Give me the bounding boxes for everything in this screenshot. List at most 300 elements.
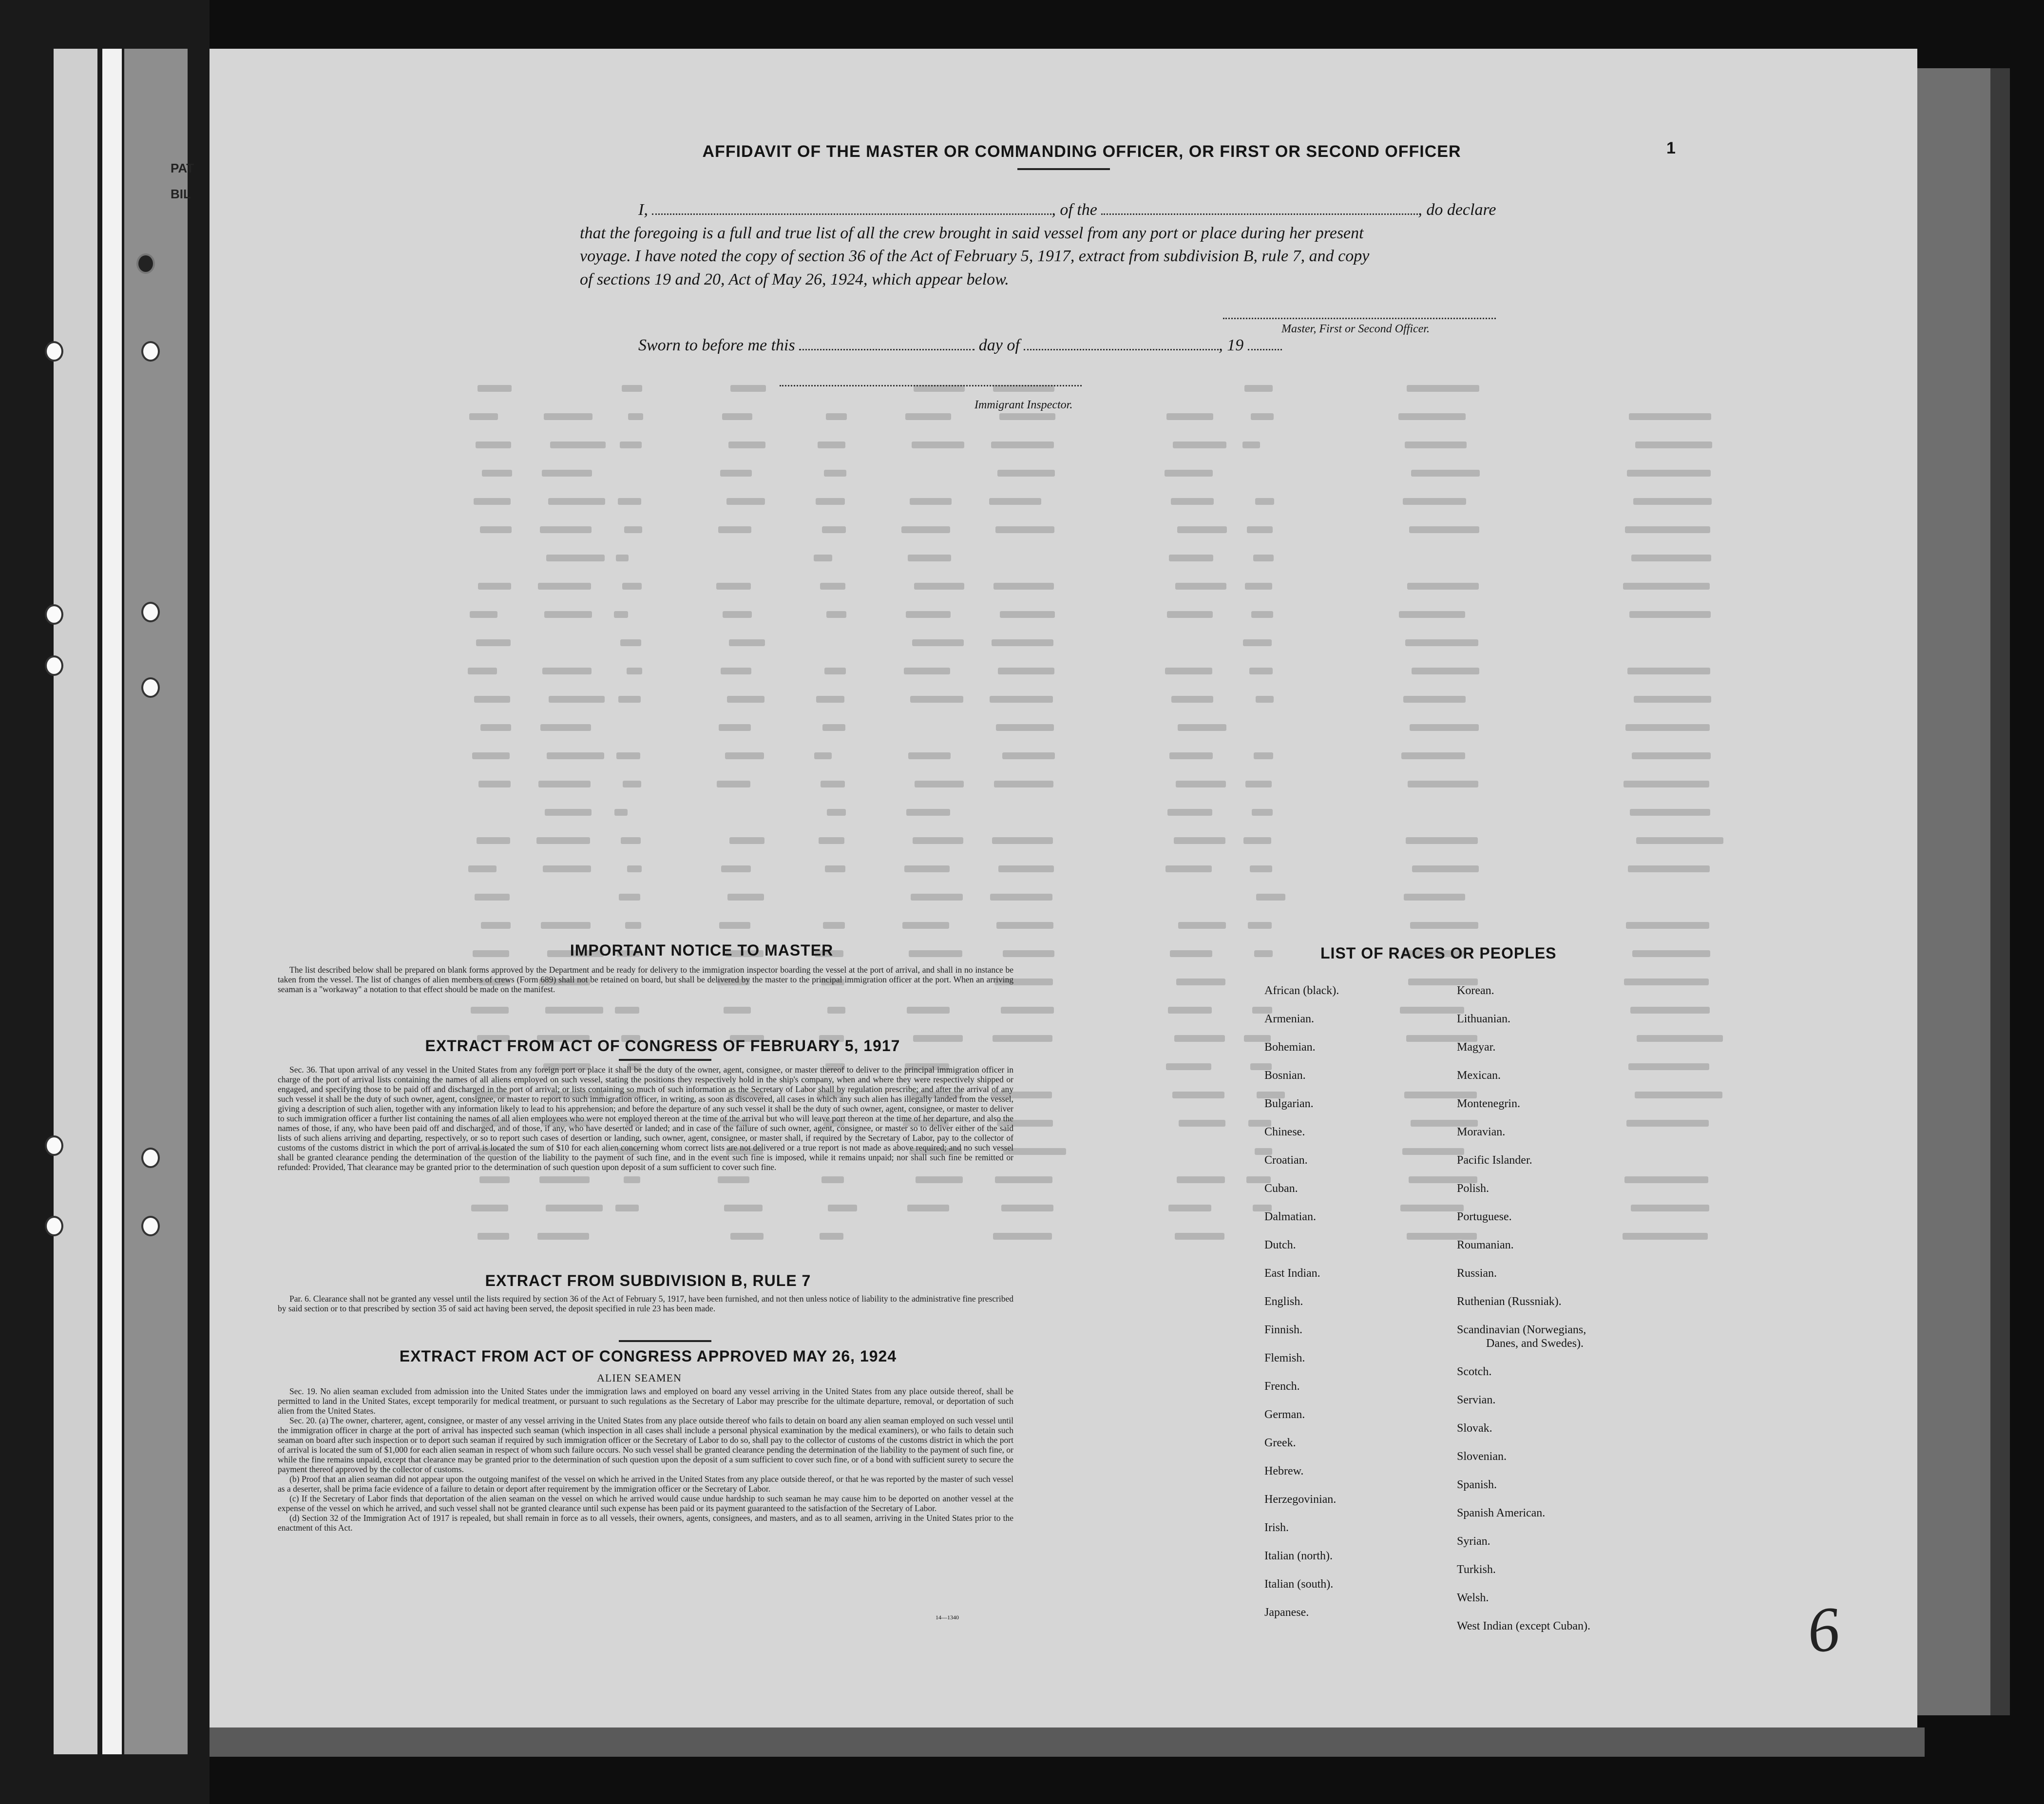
race-item: German. [1264,1408,1305,1421]
bleed-through-word [480,526,512,533]
race-item: French. [1264,1380,1300,1393]
race-item: East Indian. [1264,1267,1320,1280]
bleed-through-word [1250,865,1272,872]
inspector-caption: Immigrant Inspector. [974,399,1073,411]
bleed-through-word [721,668,751,674]
bleed-through-word [1635,441,1712,448]
race-item: Turkish. [1457,1563,1496,1576]
bleed-through-word [910,696,963,703]
bleed-through-word [827,1007,845,1014]
rule7-title: EXTRACT FROM SUBDIVISION B, RULE 7 [485,1272,811,1289]
bleed-through-word [471,1007,509,1014]
bleed-through-word [995,1176,1052,1183]
bleed-through-word [1627,668,1710,674]
race-item: Hebrew. [1264,1465,1304,1478]
bleed-through-word [720,470,752,477]
bleed-through-word [819,837,844,844]
bleed-through-word [992,639,1053,646]
bleed-through-word [1242,441,1260,448]
bleed-through-word [1243,837,1271,844]
bleed-through-word [616,555,629,561]
bleed-through-word [1251,611,1273,618]
bleed-through-word [1165,470,1213,477]
bleed-through-word [910,498,952,505]
bleed-through-word [1243,639,1272,646]
punch-hole-icon [141,602,160,622]
bleed-through-word [474,498,511,505]
year-label: , 19 [1219,336,1244,354]
binder-strip [54,49,97,1754]
extract-1924-subtitle: ALIEN SEAMEN [597,1372,682,1384]
bleed-through-word [546,555,605,561]
rule7-text: Par. 6. Clearance shall not be granted any vessel until the lists required by section 36 of the Act of February 5, 1917, have been furnished, and not then unless notice of liability to the administrative fine prescribed by said section or to that prescribed by section 35 of said act having been served, the deposit specified in rule 23 has been made. [278,1294,1013,1313]
bleed-through-word [904,865,950,872]
bleed-through-word [822,724,845,731]
bleed-through-word [1405,441,1467,448]
bleed-through-word [826,611,846,618]
punch-hole-icon [45,604,63,625]
bleed-through-word [1176,979,1225,985]
race-item: Italian (north). [1264,1550,1333,1562]
bleed-through-word [993,1035,1052,1042]
bleed-through-word [996,922,1053,929]
bleed-through-word [468,865,497,872]
binder-label: BIL [171,187,191,201]
bleed-through-word [618,498,641,505]
race-item: Italian (south). [1264,1578,1334,1591]
bleed-through-word [1631,555,1711,561]
punch-hole-icon [141,1148,160,1168]
bleed-through-word [916,1176,963,1183]
bleed-through-word [1412,668,1479,674]
bleed-through-word [1629,413,1711,420]
bleed-through-word [814,752,832,759]
race-item: Dutch. [1264,1239,1296,1251]
bleed-through-word [478,583,511,590]
affidavit-of-the: , of the [1051,201,1097,219]
punch-hole-icon [45,1135,63,1156]
bleed-through-word [620,441,642,448]
extract-1924-text: Sec. 19. No alien seaman excluded from admission into the United States under the immigration laws and employed on board any vessel arriving in the United States from any place outside thereof, shall be permitted to land in the United States, except temporarily for medical treatment, or pursuant to such regulations as the Secretary of Labor may prescribe for the ultimate departure, removal, or deportation of such alien from the United States. Sec. 20. (a) The owner, charterer, agent, consignee, or master of any vessel arriving in the United States from any place outside thereof who fails to detain on board any alien seaman employed on such vessel until the immigration officer in charge at the port of arrival has inspected such seaman (which inspection in all cases shall include a personal physical examination by the medical examiners), or who fails to detain such seaman on board after such inspection or to deport such seaman if required by such immigration officer or the Secretary of Labor to do so, shall pay to the collector of customs of the customs district in which the port of arrival is located the sum of $1,000 for each alien seaman in respect of whom such failure occurs. No such vessel shall be granted clearance pending the determination of the liability to the payment of such fine, or while the fine remains unpaid, except that clearance may be granted prior to the determination of such question upon the deposit of a sum sufficient to cover such fine, or of a bond with sufficient surety to secure the payment thereof approved by the collector of customs. (b) Proof that an alien seaman did not appear upon the outgoing manifest of the vessel on which he arrived in the United States from any place outside thereof, or that he was reported by the master of such vessel as a deserter, shall be prima facie evidence of a failure to detain or deport after requirement by the immigration officer or the Secretary of Labor. (c) If the Secretary of Labor finds that deportation of the alien seaman on the vessel on which he arrived would cause undue hardship to such seaman he may cause him to be deported on another vessel at the expense of the vessel on which he arrived, and such vessel shall not be granted clearance until such expense has been paid or its payment guaranteed to the satisfaction of the Secretary of Labor. (d) Section 32 of the Immigration Act of 1917 is repealed, but shall remain in force as to all vessels, their owners, agents, consignees, and masters, and as to all seamen, arriving in the United States prior to the enactment of this Act. [278,1386,1013,1533]
bleed-through-word [1402,1148,1464,1155]
bleed-through-word [990,696,1053,703]
bleed-through-word [627,865,642,872]
bleed-through-word [547,752,604,759]
page-number: 1 [1666,139,1676,157]
bleed-through-word [994,781,1053,787]
bleed-through-word [1400,1007,1464,1014]
bleed-through-word [915,781,964,787]
race-item: Cuban. [1264,1182,1298,1195]
race-item: Greek. [1264,1437,1296,1449]
bleed-through-word [1624,781,1709,787]
race-item: Croatian. [1264,1154,1308,1167]
extract-1917-title: EXTRACT FROM ACT OF CONGRESS OF FEBRUARY 5, 1917 [425,1037,900,1055]
bleed-through-word [539,1176,590,1183]
binder-label: PAT [171,161,194,175]
race-item: Slovak. [1457,1422,1492,1435]
bleed-through-word [550,441,606,448]
affidavit-line-2: that the foregoing is a full and true list of all the crew brought in said vessel from any port or place during her present [580,224,1364,242]
bleed-through-word [997,470,1055,477]
bleed-through-word [996,724,1054,731]
bleed-through-word [992,837,1053,844]
bleed-through-word [1168,1007,1212,1014]
bleed-through-word [480,724,511,731]
bleed-through-word [1404,894,1465,901]
bleed-through-word [478,1233,509,1240]
bleed-through-word [1410,724,1479,731]
bleed-through-word [1179,1120,1225,1127]
bleed-through-word [482,470,512,477]
bleed-through-word [1244,385,1273,392]
bleed-through-word [478,781,511,787]
race-item: Bohemian. [1264,1041,1316,1054]
bleed-through-word [1002,752,1055,759]
bleed-through-word [619,894,640,901]
bleed-through-word [724,1205,763,1211]
bleed-through-word [993,583,1054,590]
races-title: LIST OF RACES OR PEOPLES [1320,944,1557,962]
page-edge [1990,68,2010,1715]
bleed-through-word [621,837,641,844]
bleed-through-word [912,441,964,448]
bleed-through-word [616,752,640,759]
binder-strip [124,49,188,1754]
bleed-through-word [468,668,497,674]
bleed-through-word [1399,611,1465,618]
bleed-through-word [999,413,1055,420]
race-item: Polish. [1457,1182,1490,1195]
bleed-through-word [548,498,605,505]
affidavit-line-1 [638,201,1496,219]
bleed-through-word [1637,1035,1723,1042]
race-item: Irish. [1264,1521,1289,1534]
race-item: Bosnian. [1264,1069,1306,1082]
bleed-through-word [622,385,642,392]
page-title: AFFIDAVIT OF THE MASTER OR COMMANDING OFFICER, OR FIRST OR SECOND OFFICER [702,142,1461,161]
bleed-through-word [1165,865,1212,872]
bleed-through-word [536,837,590,844]
punch-hole-icon [141,1216,160,1236]
bleed-through-word [1003,950,1054,957]
form-page [210,49,1917,1727]
bleed-through-word [721,865,751,872]
divider [619,1340,711,1342]
bleed-through-word [821,781,845,787]
bleed-through-word [1167,809,1212,816]
bleed-through-word [537,1233,589,1240]
race-item: Chinese. [1264,1126,1305,1138]
notice-text: The list described below shall be prepared on blank forms approved by the Department and be ready for delivery to the immigration inspector boarding the vessel at the port of arrival, and shall in no instance be taken from the vessel. The list of changes of alien members of crews (Form 689) shall not be retained on board, but shall be delivered by the master to the principal immigration officer at the port. When an arriving seaman is a "workaway" a notation to that effect should be made on the manifest. [278,965,1013,994]
binder-strip [102,49,122,1754]
bleed-through-word [816,498,845,505]
bleed-through-word [1254,752,1273,759]
bleed-through-word [615,1007,639,1014]
bleed-through-word [1175,1233,1224,1240]
bleed-through-word [615,1205,639,1211]
bleed-through-word [541,922,591,929]
bleed-through-word [472,752,510,759]
bleed-through-word [1630,809,1710,816]
race-item: West Indian (except Cuban). [1457,1620,1590,1632]
bleed-through-word [538,583,591,590]
bleed-through-word [1400,1205,1464,1211]
race-item: Syrian. [1457,1535,1490,1548]
bleed-through-word [1247,526,1273,533]
bleed-through-word [1177,1176,1225,1183]
bleed-through-word [719,724,751,731]
bleed-through-word [902,922,949,929]
bleed-through-word [1255,498,1274,505]
bleed-through-word [718,526,751,533]
bleed-through-word [908,555,951,561]
bleed-through-word [1175,583,1226,590]
bleed-through-word [1166,1063,1211,1070]
bleed-through-word [729,837,764,844]
bleed-through-word [1001,1205,1053,1211]
bleed-through-word [814,555,832,561]
bleed-through-word [824,668,846,674]
extract-1924-title: EXTRACT FROM ACT OF CONGRESS APPROVED MAY 26, 1924 [399,1347,897,1365]
bleed-through-word [908,752,951,759]
race-item: Spanish. [1457,1478,1497,1491]
race-item: Pacific Islander. [1457,1154,1532,1167]
extract-1917-text: Sec. 36. That upon arrival of any vessel in the United States from any foreign port or place it shall be the duty of the owner, agent, consignee, or master thereof to deliver to the principal immigration officer in charge of the port of arrival lists containing the names of all aliens employed on such vessel, stating the positions they respectively hold in the ship's company, when and where they were respectively shipped or engaged, and specifying those to be paid off and discharged in the port of arrival; or lists containing so much of such information as the Secretary of Labor shall by regulation prescribe; and after the arrival of any such vessel it shall be the duty of such owner, agent, consignee, or master to report to such immigration officer, in writing, as soon as discovered, all cases in which any such alien has illegally landed from the vessel, giving a description of such alien, together with any information likely to lead to his apprehension; and before the departure of any such vessel it shall be the duty of such owner, agent, consignee, or master to deliver to such immigration officer a further list containing the names of all alien employees who were not employed thereon at the time of the arrival but who will leave port thereon at the time of her departure, and also the names of those, if any, who have been paid off and discharged, and of those, if any, who have deserted or landed; and in case of the failure of such owner, agent, consignee, or master so to deliver either of the said lists of such aliens arriving and departing, respectively, or so to report such cases of desertion or landing, such owner, agent, consignee, or master shall, if required by the Secretary of Labor, pay to the collector of customs of the customs district in which the port of arrival is located the sum of $10 for each alien concerning whom correct lists are not delivered or a true report is not made as above required; and no such vessel shall be granted clearance pending the determination of the question of the liability to the payment of such fine, and in the event such fine is imposed, while it remains unpaid; nor shall such fine be remitted or refunded: Provided, That clearance may be granted prior to the determination of such question upon deposit of a sum sufficient to cover such fine. [278,1065,1013,1172]
bleed-through-word [1407,583,1479,590]
handwritten-number: 6 [1804,1593,1843,1667]
bleed-through-word [723,611,752,618]
bleed-through-word [727,696,764,703]
bleed-through-word [995,526,1054,533]
race-item: African (black). [1264,984,1339,997]
bleed-through-word [1412,865,1479,872]
bleed-through-word [906,611,951,618]
race-item: Moravian. [1457,1126,1506,1138]
affidavit-line-4: of sections 19 and 20, Act of May 26, 1924, which appear below. [580,270,1009,288]
notice-title: IMPORTANT NOTICE TO MASTER [570,941,834,959]
bleed-through-word [471,1205,508,1211]
bleed-through-word [1632,950,1710,957]
bleed-through-word [1172,1092,1224,1098]
bleed-through-word [1403,696,1466,703]
bleed-through-word [724,1007,751,1014]
bleed-through-word [1403,498,1466,505]
divider [1017,168,1110,170]
bleed-through-word [538,781,591,787]
affidavit-i: I, [638,201,648,219]
bleed-through-word [623,781,641,787]
bleed-through-word [913,837,963,844]
bleed-through-word [481,922,511,929]
race-item: Bulgarian. [1264,1097,1314,1110]
bleed-through-word [1178,922,1226,929]
punch-hole-icon [45,341,63,362]
bleed-through-word [1635,1092,1722,1098]
bleed-through-word [543,865,591,872]
race-item: Servian. [1457,1394,1496,1406]
bleed-through-word [542,470,592,477]
bleed-through-word [1249,668,1273,674]
bleed-through-word [614,809,628,816]
bleed-through-word [470,611,497,618]
bleed-through-word [542,668,592,674]
bleed-through-word [726,498,765,505]
race-item: Russian. [1457,1267,1497,1280]
bleed-through-word [1624,979,1709,985]
race-item: Dalmatian. [1264,1210,1316,1223]
bleed-through-word [540,526,592,533]
punch-hole-icon [141,341,160,362]
bleed-through-word [476,639,511,646]
bleed-through-word [905,413,951,420]
bleed-through-word [904,668,950,674]
bleed-through-word [1398,413,1466,420]
bleed-through-word [993,1233,1052,1240]
bleed-through-word [1171,696,1213,703]
race-item: Finnish. [1264,1324,1303,1336]
bleed-through-word [719,922,750,929]
bleed-through-word [628,413,643,420]
bleed-through-word [820,583,845,590]
race-item: Montenegrin. [1457,1097,1520,1110]
bleed-through-word [729,639,765,646]
bleed-through-word [998,668,1054,674]
bleed-through-word [818,441,845,448]
race-item: Scotch. [1457,1365,1492,1378]
name-blank[interactable] [652,202,1051,215]
race-item: Ruthenian (Russniak). [1457,1295,1562,1308]
bleed-through-word [478,385,512,392]
bleed-through-word [730,1233,764,1240]
bleed-through-word [914,583,964,590]
bleed-through-word [991,441,1054,448]
bleed-through-word [545,1007,603,1014]
bleed-through-word [716,583,751,590]
bleed-through-word [824,470,846,477]
bleed-through-word [540,724,591,731]
punch-hole-icon [45,1216,63,1236]
bleed-through-word [1624,1176,1708,1183]
bleed-through-word [479,1176,510,1183]
form-number: 14—1340 [936,1614,959,1621]
divider [619,1059,711,1061]
punch-hole-icon [45,655,63,676]
race-item: Flemish. [1264,1352,1305,1364]
bleed-through-word [722,413,752,420]
affidavit-declare: , do declare [1418,201,1496,219]
inspector-signature-blank[interactable] [780,385,1082,386]
race-item: Japanese. [1264,1606,1309,1619]
race-item: Mexican. [1457,1069,1501,1082]
affidavit-line-3: voyage. I have noted the copy of section 36 of the Act of February 5, 1917, extract from subdivision B, rule 7, and copy [580,247,1370,265]
year-blank[interactable] [1248,337,1282,350]
bleed-through-word [1410,922,1478,929]
bleed-through-word [1628,1063,1709,1070]
bleed-through-word [622,583,642,590]
race-item: Herzegovinian. [1264,1493,1337,1506]
bleed-through-word [1626,922,1709,929]
bleed-through-word [1634,696,1711,703]
bleed-through-word [1256,696,1274,703]
vessel-blank[interactable] [1101,202,1418,215]
bleed-through-word [717,781,750,787]
binder-edge [0,0,210,1804]
bleed-through-word [1625,724,1710,731]
bleed-through-word [544,611,592,618]
bleed-through-word [727,894,764,901]
bleed-through-word [1170,950,1212,957]
race-item: Armenian. [1264,1013,1314,1025]
bleed-through-word [718,1176,749,1183]
bleed-through-word [1632,752,1711,759]
page-edge [1917,68,1990,1715]
master-caption: Master, First or Second Officer. [1281,323,1430,335]
bleed-through-word [907,1205,949,1211]
bleed-through-word [1245,583,1272,590]
bleed-through-word [912,639,964,646]
punch-hole-icon [136,253,155,274]
bleed-through-word [1251,413,1274,420]
bleed-through-word [545,809,592,816]
bleed-through-word [1245,781,1272,787]
bleed-through-word [1627,470,1711,477]
bleed-through-word [822,526,846,533]
race-item: Danes, and Swedes). [1486,1337,1584,1350]
bleed-through-word [1174,1035,1225,1042]
bleed-through-word [624,526,642,533]
master-signature-blank[interactable] [1223,318,1496,319]
bleed-through-word [1625,526,1710,533]
bleed-through-word [1628,865,1710,872]
bleed-through-word [1630,1007,1710,1014]
sworn-before: Sworn to before me this [638,336,795,354]
bleed-through-word [627,668,642,674]
bleed-through-word [901,526,950,533]
bleed-through-word [730,385,766,392]
month-blank[interactable] [1024,337,1219,350]
race-item: Lithuanian. [1457,1013,1510,1025]
bleed-through-word [1409,526,1479,533]
bleed-through-word [1178,724,1226,731]
bleed-through-word [624,1176,640,1183]
bleed-through-word [1171,498,1214,505]
day-blank[interactable] [799,337,974,350]
bleed-through-word [1168,1205,1211,1211]
bleed-through-word [476,441,511,448]
page-edge [210,1727,1925,1757]
bleed-through-word [1001,1007,1054,1014]
race-item: Spanish American. [1457,1507,1546,1519]
bleed-through-word [728,441,765,448]
bleed-through-word [1623,1233,1708,1240]
race-item: Portuguese. [1457,1210,1512,1223]
bleed-through-word [1167,611,1213,618]
race-item: Roumanian. [1457,1239,1514,1251]
bleed-through-word [998,865,1054,872]
bleed-through-word [1166,413,1213,420]
bleed-through-word [1173,441,1226,448]
bleed-through-word [989,498,1041,505]
bleed-through-word [1631,1205,1709,1211]
bleed-through-word [1401,752,1465,759]
bleed-through-word [1169,555,1213,561]
bleed-through-word [725,752,764,759]
bleed-through-word [1405,639,1478,646]
bleed-through-word [1256,894,1285,901]
bleed-through-word [1177,526,1227,533]
bleed-through-word [469,413,498,420]
